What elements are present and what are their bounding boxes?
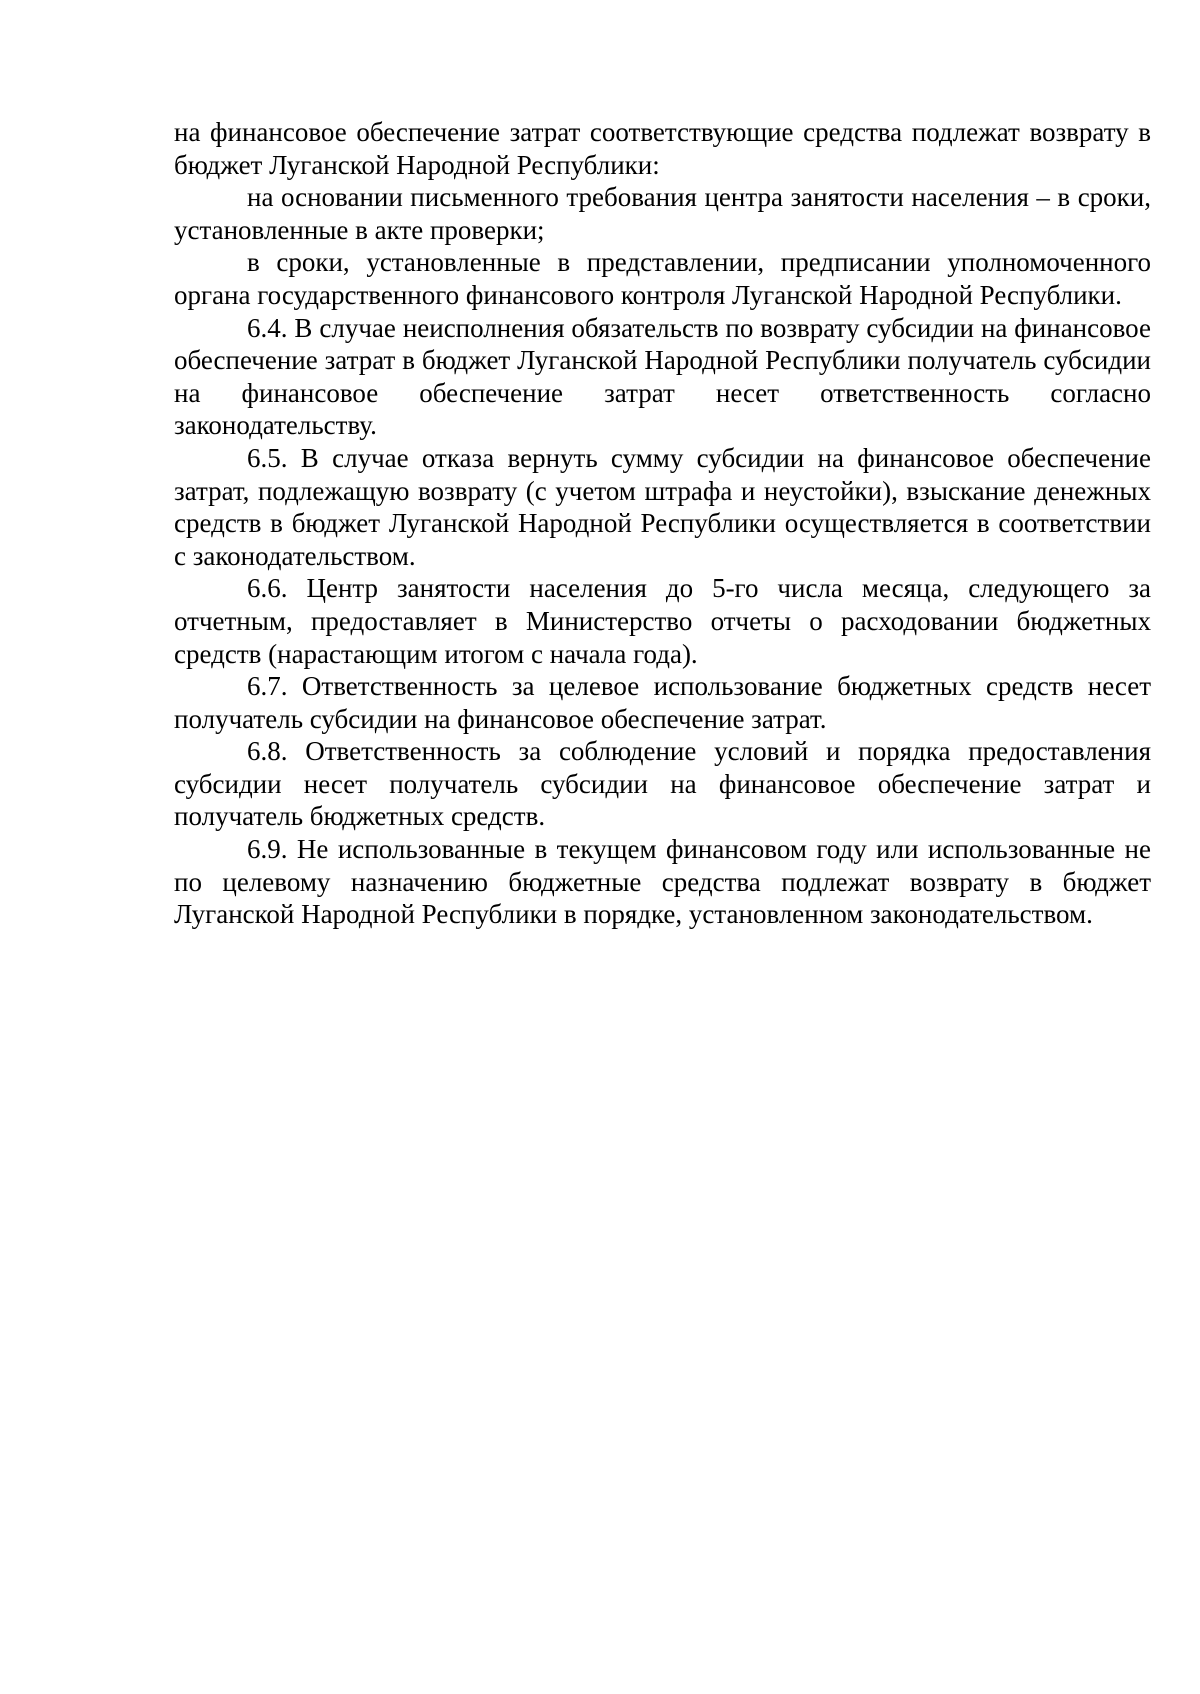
- paragraph-written-demand: на основании письменного требования центра занятости населения – в сроки, установленные в акте проверки;: [174, 182, 1151, 245]
- paragraph-6-5: 6.5. В случае отказа вернуть сумму субсидии на финансовое обеспечение затрат, подлежащую возврату (с учетом штрафа и неустойки), взыскание денежных средств в бюджет Луганской Народной Республики осуществляется в соответствии с законодательством.: [174, 442, 1151, 571]
- paragraph-continuation: на финансовое обеспечение затрат соответствующие средства подлежат возврату в бюджет Луганской Народной Республики:: [174, 117, 1151, 180]
- paragraph-6-8: 6.8. Ответственность за соблюдение условий и порядка предоставления субсидии несет получатель субсидии на финансовое обеспечение затрат и получатель бюджетных средств.: [174, 736, 1151, 832]
- paragraph-6-6: 6.6. Центр занятости населения до 5-го числа месяца, следующего за отчетным, предоставляет в Министерство отчеты о расходовании бюджетных средств (нарастающим итогом с начала года).: [174, 573, 1151, 669]
- document-body: [174, 116, 1151, 931]
- paragraph-6-9: 6.9. Не использованные в текущем финансовом году или использованные не по целевому назначению бюджетные средства подлежат возврату в бюджет Луганской Народной Республики в порядке, установленном законодательством.: [174, 834, 1151, 930]
- paragraph-6-4: 6.4. В случае неисполнения обязательств по возврату субсидии на финансовое обеспечение затрат в бюджет Луганской Народной Республики получатель субсидии на финансовое обеспечение затрат несет ответственность согласно законодательству.: [174, 312, 1151, 441]
- paragraph-6-7: 6.7. Ответственность за целевое использование бюджетных средств несет получатель субсидии на финансовое обеспечение затрат.: [174, 671, 1151, 734]
- paragraph-control-body-terms: в сроки, установленные в представлении, предписании уполномоченного органа государственного финансового контроля Луганской Народной Республики.: [174, 247, 1151, 310]
